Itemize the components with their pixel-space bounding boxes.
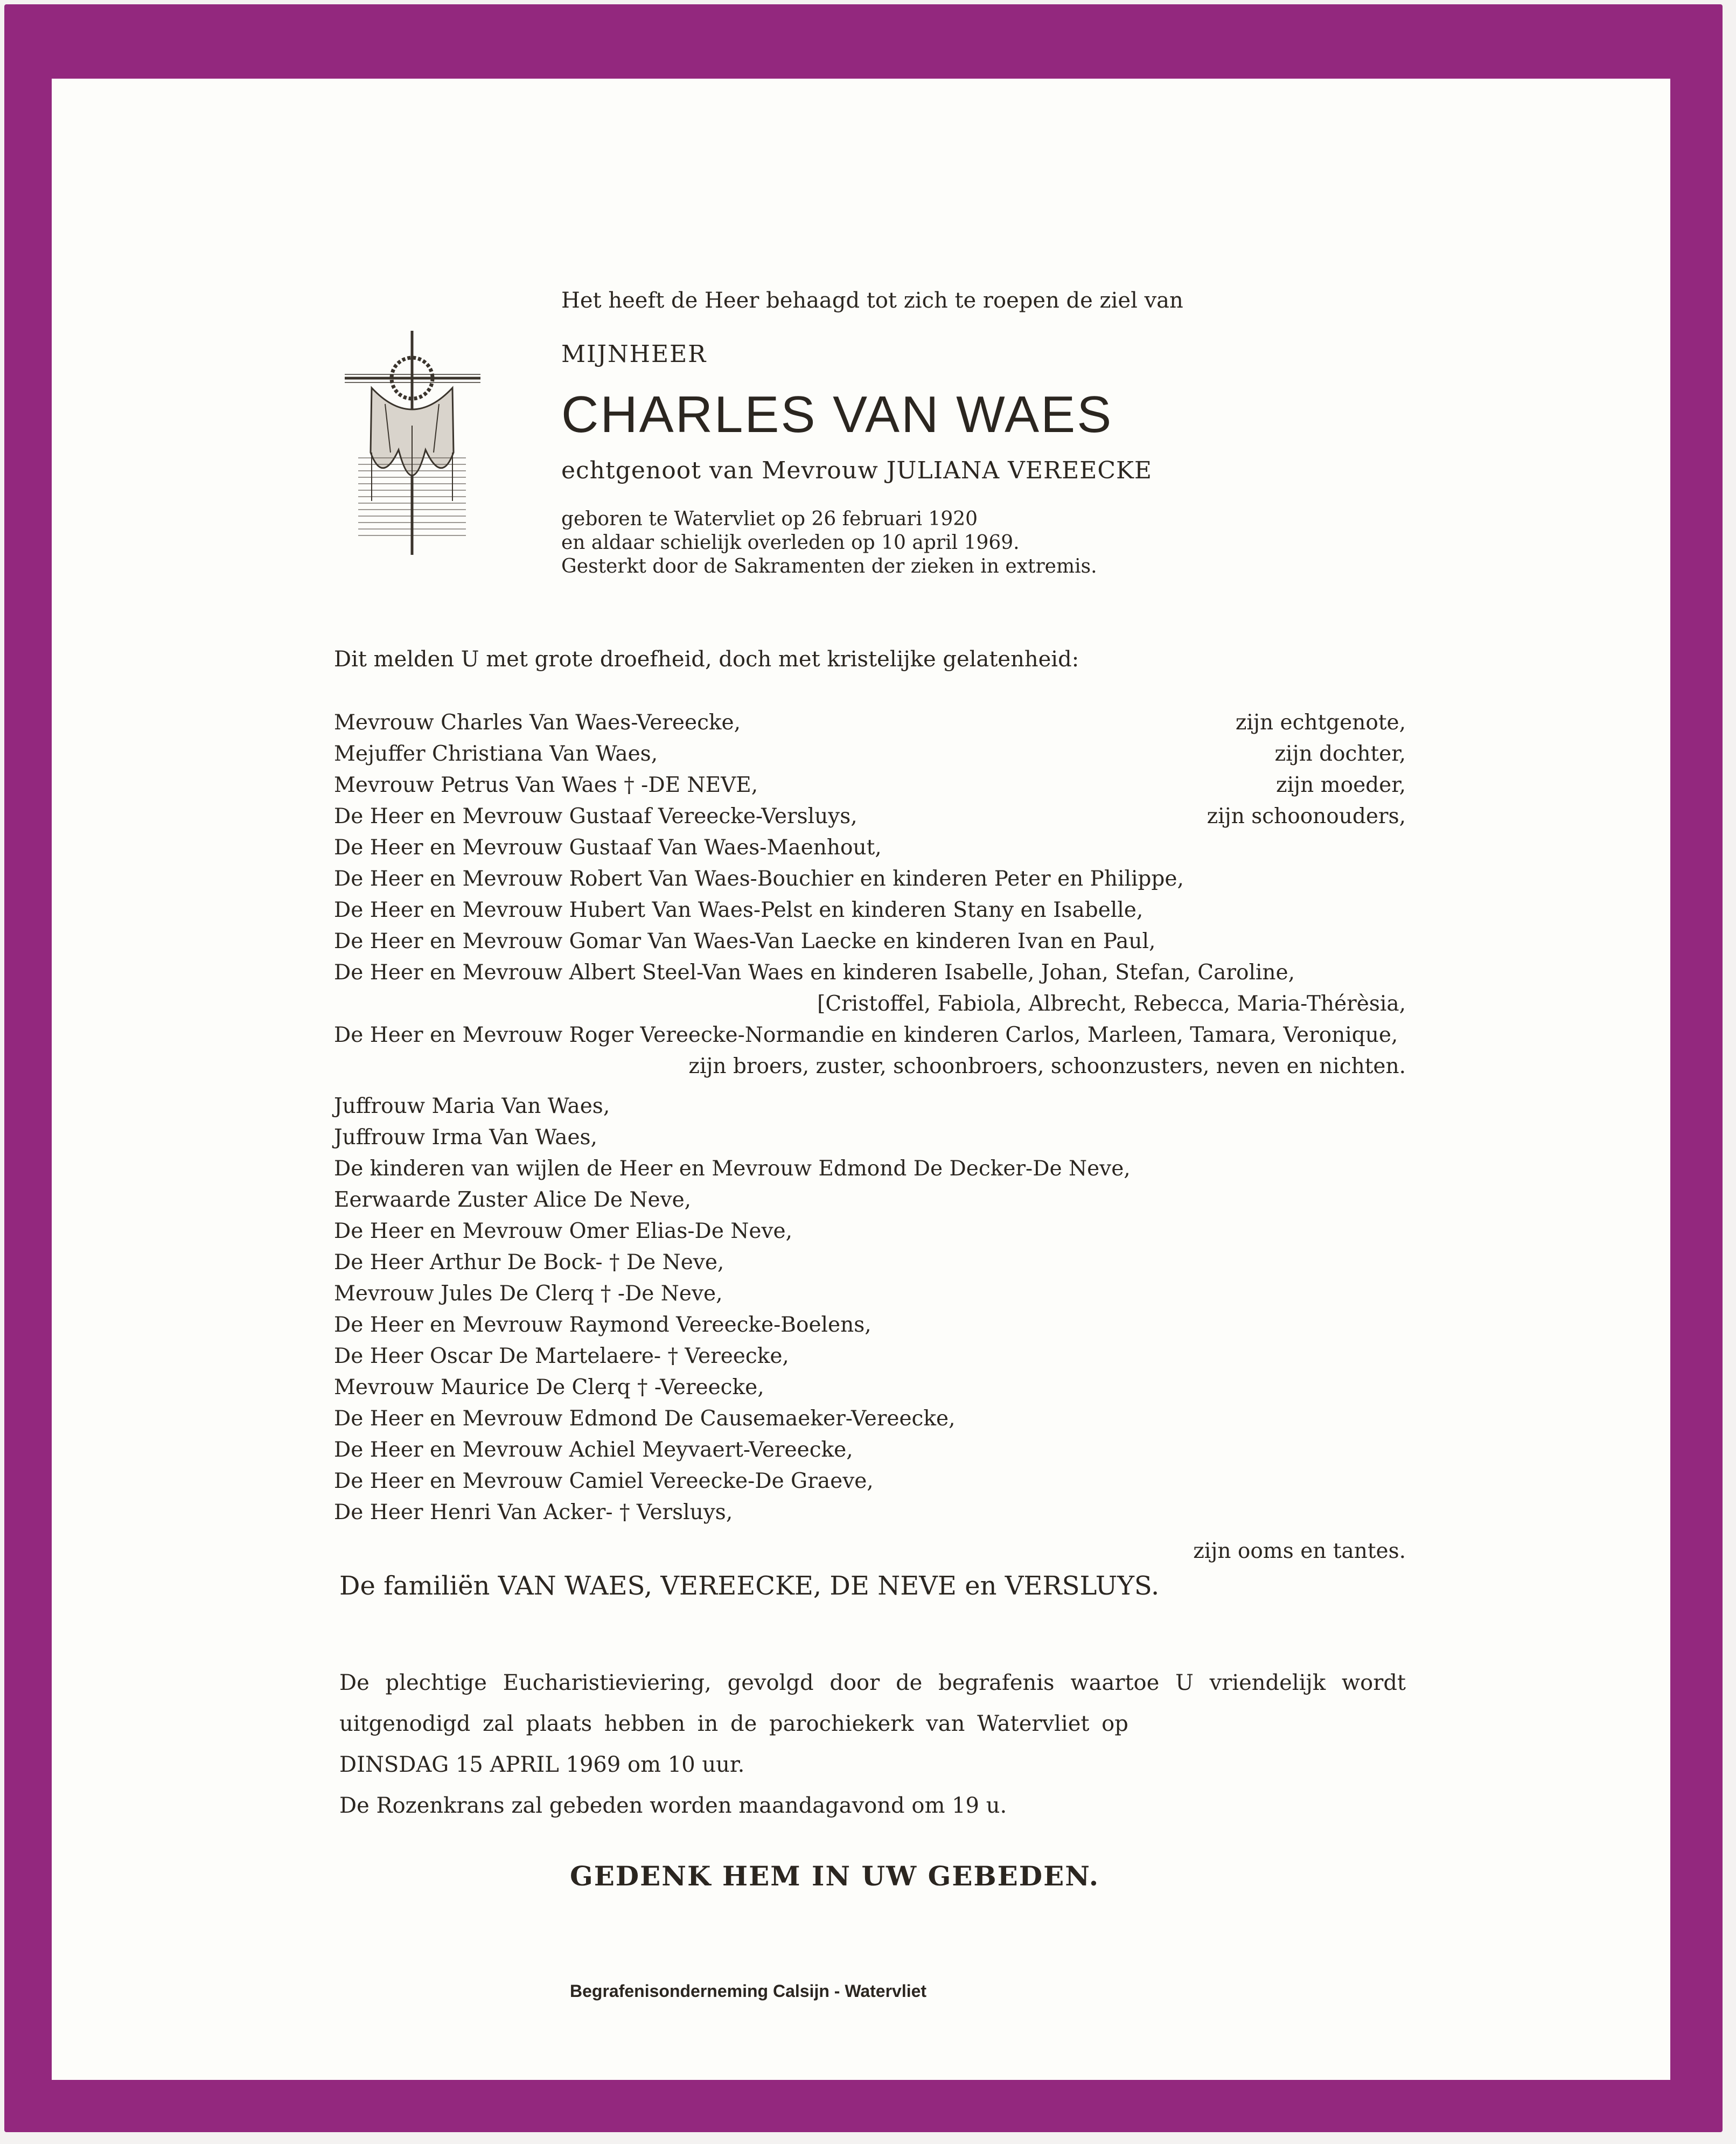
- service-paragraph: [339, 1670, 1406, 1818]
- spouse-line: echtgenoot van Mevrouw JULIANA VEREECKE: [561, 457, 1153, 484]
- undertaker-line: Begrafenisonderneming Calsijn - Watervliet: [570, 1981, 927, 2001]
- service-line-2: uitgenodigd zal plaats hebben in de parochiekerk van Watervliet op: [339, 1711, 1128, 1736]
- birth-line: geboren te Watervliet op 26 februari 1920: [561, 508, 978, 530]
- death-line: en aldaar schielijk overleden op 10 april 1969.: [561, 532, 1020, 554]
- announcement: Dit melden U met grote droefheid, doch met kristelijke gelatenheid:: [334, 647, 1079, 672]
- honorific: MIJNHEER: [561, 340, 707, 368]
- sacraments-line: Gesterkt door de Sakramenten der zieken in extremis.: [561, 555, 1097, 577]
- closing-line: GEDENK HEM IN UW GEBEDEN.: [570, 1860, 1100, 1892]
- deceased-name: CHARLES VAN WAES: [561, 386, 1113, 443]
- intro-line: Het heeft de Heer behaagd tot zich te roepen de ziel van: [561, 288, 1183, 313]
- cross-icon: [339, 323, 485, 560]
- service-line-4: De Rozenkrans zal gebeden worden maandagavond om 19 u.: [339, 1793, 1007, 1818]
- service-line-1: De plechtige Eucharistieviering, gevolgd door de begrafenis waartoe U vriendelijk wordt: [339, 1670, 1406, 1695]
- families-line: De familiën VAN WAES, VEREECKE, DE NEVE en VERSLUYS.: [339, 1571, 1160, 1601]
- service-line-3: DINSDAG 15 APRIL 1969 om 10 uur.: [339, 1752, 745, 1777]
